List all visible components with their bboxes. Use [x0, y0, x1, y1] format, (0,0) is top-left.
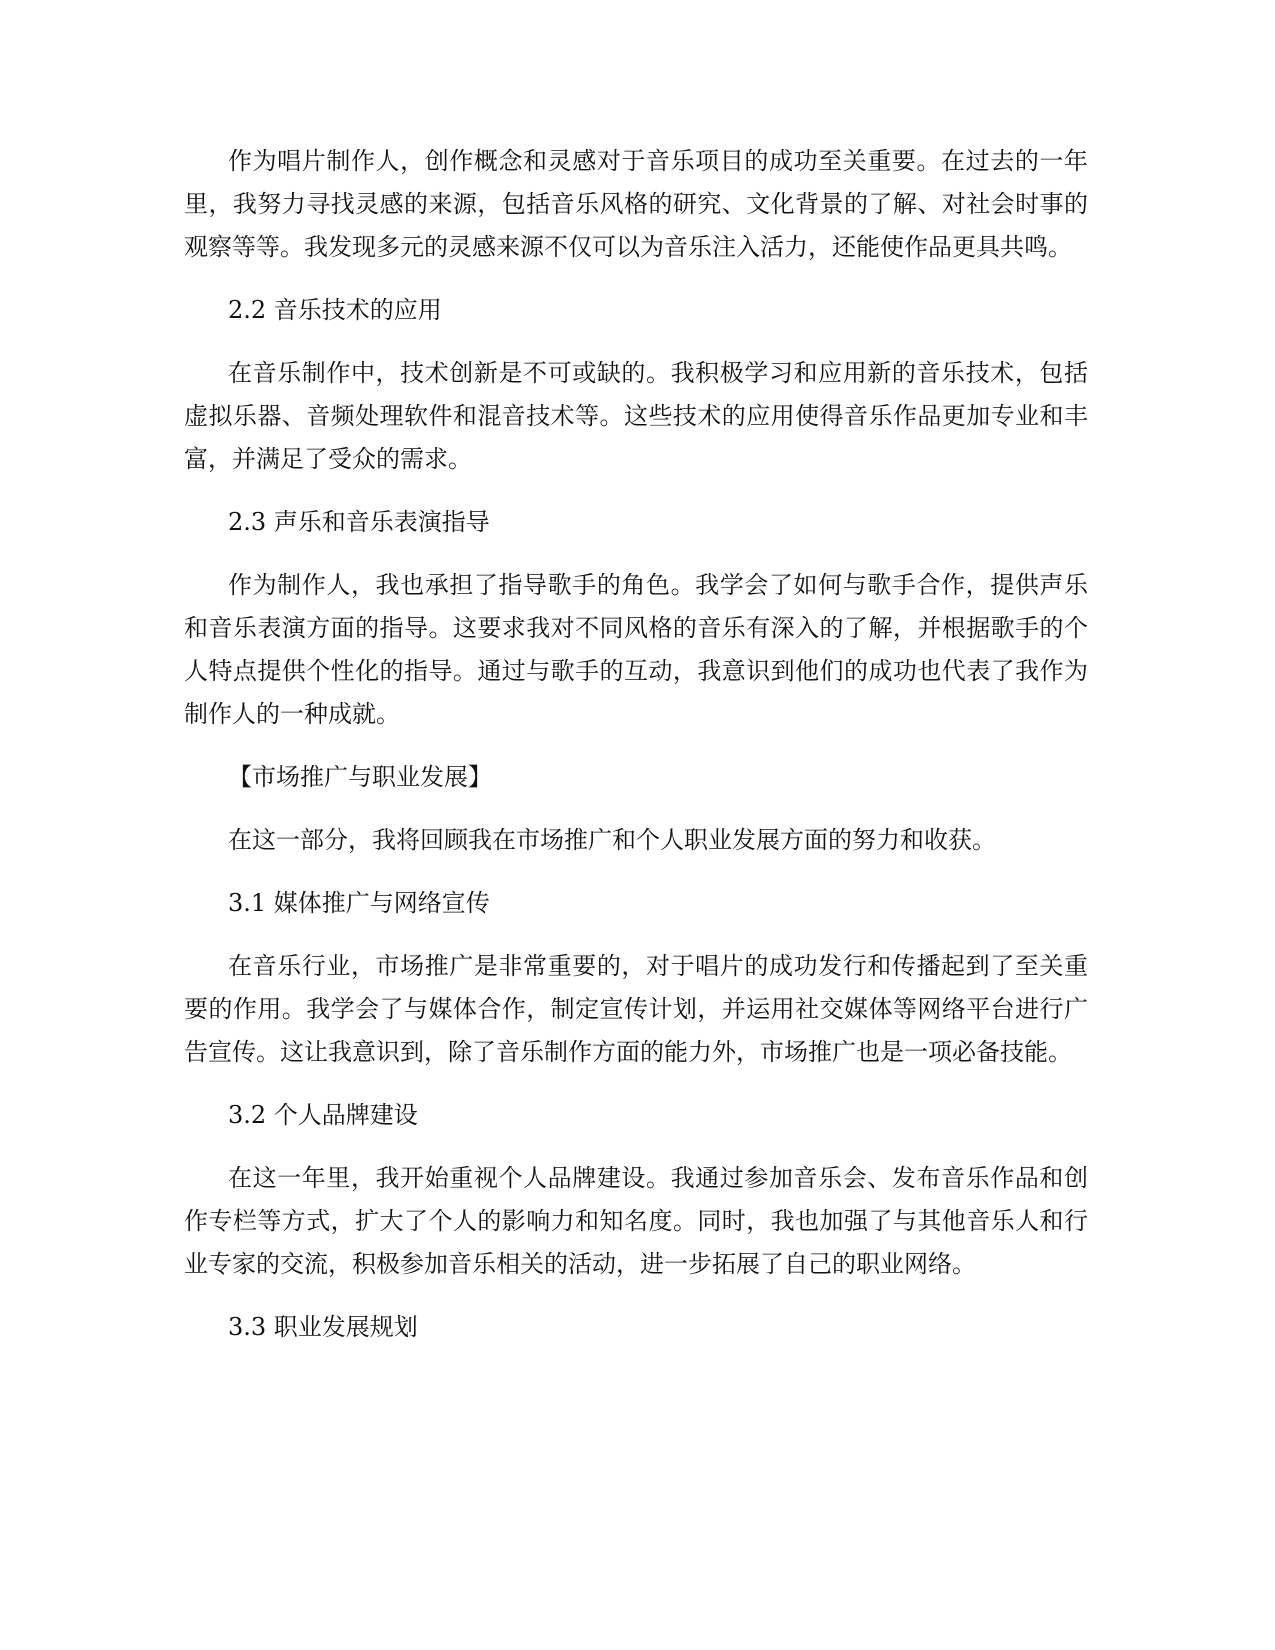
section-heading-marketing: 【市场推广与职业发展】: [228, 763, 492, 791]
section-heading-2-3: 2.3 声乐和音乐表演指导: [228, 508, 490, 536]
paragraph-vocal-guidance: 作为制作人，我也承担了指导歌手的角色。我学会了如何与歌手合作，提供声乐和音乐表演方面的指导。这要求我对不同风格的音乐有深入的了解，并根据歌手的个人特点提供个性化的指导。通过与歌手的互动，我意识到他们的成功也代表了我作为制作人的一种成就。: [184, 571, 1088, 728]
paragraph-personal-brand: 在这一年里，我开始重视个人品牌建设。我通过参加音乐会、发布音乐作品和创作专栏等方式，扩大了个人的影响力和知名度。同时，我也加强了与其他音乐人和行业专家的交流，积极参加音乐相关的活动，进一步拓展了自己的职业网络。: [184, 1164, 1088, 1278]
paragraph-music-technology: 在音乐制作中，技术创新是不可或缺的。我积极学习和应用新的音乐技术，包括虚拟乐器、音频处理软件和混音技术等。这些技术的应用使得音乐作品更加专业和丰富，并满足了受众的需求。: [184, 359, 1088, 473]
paragraph-marketing-intro: 在这一部分，我将回顾我在市场推广和个人职业发展方面的努力和收获。: [228, 826, 996, 854]
document-body: [184, 140, 1088, 1369]
paragraph-inspiration: 作为唱片制作人，创作概念和灵感对于音乐项目的成功至关重要。在过去的一年里，我努力寻找灵感的来源，包括音乐风格的研究、文化背景的了解、对社会时事的观察等等。我发现多元的灵感来源不仅可以为音乐注入活力，还能使作品更具共鸣。: [184, 147, 1088, 261]
paragraph-media-promotion: 在音乐行业，市场推广是非常重要的，对于唱片的成功发行和传播起到了至关重要的作用。我学会了与媒体合作，制定宣传计划，并运用社交媒体等网络平台进行广告宣传。这让我意识到，除了音乐制作方面的能力外，市场推广也是一项必备技能。: [184, 952, 1088, 1066]
section-heading-3-3: 3.3 职业发展规划: [228, 1313, 418, 1341]
section-heading-2-2: 2.2 音乐技术的应用: [228, 296, 442, 324]
section-heading-3-2: 3.2 个人品牌建设: [228, 1101, 418, 1129]
section-heading-3-1: 3.1 媒体推广与网络宣传: [228, 889, 490, 917]
